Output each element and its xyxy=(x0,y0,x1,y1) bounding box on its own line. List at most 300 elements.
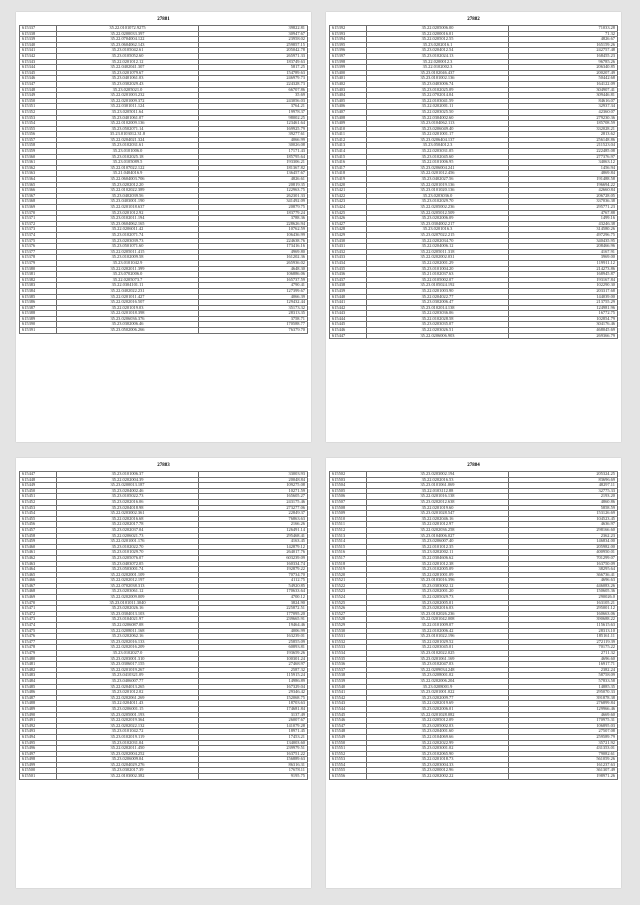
amount-cell: 71.32 xyxy=(508,31,617,37)
account-code-cell: 35.22.0104069.66 xyxy=(367,734,508,740)
amount-cell: 165605.27 xyxy=(198,494,307,500)
account-code-cell: 35.23.0102019.119 xyxy=(57,734,198,740)
row-id-cell: 615409 xyxy=(330,121,367,127)
amount-cell: 152068.75 xyxy=(198,695,307,701)
row-id-cell: 615403 xyxy=(330,87,367,93)
row-id-cell: 615376 xyxy=(20,244,57,250)
row-id-cell: 615378 xyxy=(20,255,57,261)
account-code-cell: 35.23.0204018.98 xyxy=(57,505,198,511)
row-id-cell: 615342 xyxy=(20,53,57,59)
account-code-cell: 35.23.0105052.60 xyxy=(57,53,198,59)
amount-cell: 70734.70 xyxy=(198,572,307,578)
account-code-cell: 35.23.0102025.09 xyxy=(367,87,508,93)
amount-cell: 32937.34 xyxy=(508,104,617,110)
ledger-table xyxy=(19,471,308,780)
account-code-cell: 35.22.0704004.122 xyxy=(57,37,198,43)
page-27883 xyxy=(16,458,311,888)
account-code-cell: 35.23.0403006.74 xyxy=(367,81,508,87)
row-id-cell: 615472 xyxy=(20,611,57,617)
amount-cell: 1456.94 xyxy=(508,165,617,171)
account-code-cell: 35.22.0201029.52 xyxy=(367,639,508,645)
account-code-cell: 35.23.0101020.136 xyxy=(367,188,508,194)
row-id-cell: 615377 xyxy=(20,249,57,255)
row-id-cell: 615355 xyxy=(20,126,57,132)
amount-cell: 124981.96 xyxy=(508,305,617,311)
account-code-cell: 35.23.0201079.67 xyxy=(57,70,198,76)
row-id-cell: 615550 xyxy=(330,740,367,746)
account-code-cell: 35.23.0203036.0 xyxy=(367,193,508,199)
account-code-cell: 35.22.0103041.59 xyxy=(367,98,508,104)
row-id-cell: 615425 xyxy=(330,210,367,216)
account-code-cell: 35.23.0102031.04 xyxy=(57,740,198,746)
amount-cell: 4767.88 xyxy=(508,210,617,216)
amount-cell: 43246.38 xyxy=(508,221,617,227)
amount-cell: 5858.59 xyxy=(508,505,617,511)
account-code-cell: 35.23.0102024.13 xyxy=(367,53,508,59)
row-id-cell: 615551 xyxy=(330,746,367,752)
account-code-cell: 35.22.0202016.53 xyxy=(367,477,508,483)
account-code-cell: 35.22.0203002.361 xyxy=(57,511,198,517)
amount-cell: 66707.86 xyxy=(198,87,307,93)
amount-cell: 18703.63 xyxy=(198,701,307,707)
account-code-cell: 35.22.0202001.109 xyxy=(57,572,198,578)
account-code-cell: 35.22.0202001.11 xyxy=(367,104,508,110)
account-code-cell: 35.22.0202017.78 xyxy=(57,522,198,528)
account-code-cell: 35.22.0201003.90 xyxy=(367,288,508,294)
table-row xyxy=(330,333,618,339)
row-id-cell: 615363 xyxy=(20,171,57,177)
amount-cell: 256148.86 xyxy=(508,137,617,143)
row-id-cell: 615532 xyxy=(330,639,367,645)
amount-cell: 14986.89 xyxy=(198,678,307,684)
account-code-cell: 35.22.0206011.42 xyxy=(57,227,198,233)
row-id-cell: 615387 xyxy=(20,305,57,311)
amount-cell: 5817.25 xyxy=(198,65,307,71)
row-id-cell: 615440 xyxy=(330,294,367,300)
row-id-cell: 615415 xyxy=(330,154,367,160)
amount-cell: 134003.60 xyxy=(198,740,307,746)
amount-cell: 265936.02 xyxy=(198,260,307,266)
amount-cell: 16917.71 xyxy=(508,662,617,668)
account-code-cell: 35.23.0206404.137 xyxy=(367,137,508,143)
amount-cell: 228626.94 xyxy=(198,221,307,227)
account-code-cell: 35.23.0102014.138 xyxy=(367,305,508,311)
account-code-cell: 35.23.0201012.02 xyxy=(57,690,198,696)
account-code-cell: 35.22.0201018.73 xyxy=(367,757,508,763)
row-id-cell: 615502 xyxy=(330,472,367,478)
row-id-cell: 615410 xyxy=(330,126,367,132)
row-id-cell: 615399 xyxy=(330,65,367,71)
account-code-cell: 35.22.0202022.132 xyxy=(57,723,198,729)
row-id-cell: 615454 xyxy=(20,511,57,517)
amount-cell: 193659.26 xyxy=(198,651,307,657)
account-code-cell: 35.23.0304002.217 xyxy=(367,221,508,227)
row-id-cell: 615477 xyxy=(20,639,57,645)
row-id-cell: 615449 xyxy=(20,483,57,489)
account-code-cell: 35.22.0208011.168 xyxy=(57,628,198,634)
row-id-cell: 615423 xyxy=(330,199,367,205)
row-id-cell: 615500 xyxy=(20,768,57,774)
amount-cell: 4860.86 xyxy=(508,499,617,505)
amount-cell: 154789.63 xyxy=(198,70,307,76)
amount-cell: 100301.24 xyxy=(198,656,307,662)
row-id-cell: 615392 xyxy=(330,26,367,32)
amount-cell: 150605.36 xyxy=(508,589,617,595)
row-id-cell: 615455 xyxy=(20,516,57,522)
amount-cell: 28313.10 xyxy=(508,628,617,634)
account-code-cell: 35.23.0101042.9 xyxy=(57,260,198,266)
row-id-cell: 615463 xyxy=(20,561,57,567)
account-code-cell: 35.22.0202046.16 xyxy=(367,516,508,522)
row-id-cell: 615470 xyxy=(20,600,57,606)
account-code-cell: 35.22.0101012.35 xyxy=(367,544,508,550)
amount-cell: 246979.73 xyxy=(198,76,307,82)
amount-cell: 9195.75 xyxy=(198,774,307,780)
row-id-cell: 615386 xyxy=(20,300,57,306)
account-code-cell: 35.23.0604062.165 xyxy=(57,221,198,227)
table-row xyxy=(20,774,308,780)
account-code-cell: 35.23.0102026.236 xyxy=(367,611,508,617)
row-id-cell: 615473 xyxy=(20,617,57,623)
row-id-cell: 615524 xyxy=(330,595,367,601)
amount-cell: 3788.36 xyxy=(198,216,307,222)
row-id-cell: 615374 xyxy=(20,232,57,238)
account-code-cell: 35.22.0202019.364 xyxy=(57,718,198,724)
amount-cell: 39822.81 xyxy=(198,26,307,32)
row-id-cell: 615492 xyxy=(20,723,57,729)
account-code-cell: 35.22.0202022.99 xyxy=(367,740,508,746)
row-id-cell: 615353 xyxy=(20,115,57,121)
account-code-cell: 35.23.0702006.0 xyxy=(57,272,198,278)
account-code-cell: 35.22.0201001.17 xyxy=(367,132,508,138)
row-id-cell: 615429 xyxy=(330,232,367,238)
amount-cell: 259589.79 xyxy=(508,734,617,740)
row-id-cell: 615530 xyxy=(330,628,367,634)
row-id-cell: 615417 xyxy=(330,165,367,171)
row-id-cell: 615483 xyxy=(20,673,57,679)
amount-cell: 119911.12 xyxy=(508,260,617,266)
account-code-cell: 35.23.0401061.03 xyxy=(57,76,198,82)
account-code-cell: 35.22.0202009.009 xyxy=(57,595,198,601)
account-code-cell: 35.22.0201001.176 xyxy=(57,539,198,545)
account-code-cell: 35.23.0203002.194 xyxy=(367,472,508,478)
row-id-cell: 615361 xyxy=(20,160,57,166)
row-id-cell: 615495 xyxy=(20,740,57,746)
amount-cell: 174681.84 xyxy=(198,706,307,712)
row-id-cell: 615491 xyxy=(20,718,57,724)
row-id-cell: 615438 xyxy=(330,283,367,289)
account-code-cell: 35.22.0201019.03 xyxy=(57,305,198,311)
amount-cell: 163105.21 xyxy=(508,600,617,606)
amount-cell: 17678.11 xyxy=(198,768,307,774)
amount-cell: 295468.41 xyxy=(198,533,307,539)
account-code-cell: 35.23.0306017.155 xyxy=(57,662,198,668)
account-code-cell: 35.22.0105002.07 xyxy=(367,277,508,283)
row-id-cell: 615522 xyxy=(330,583,367,589)
account-code-cell: 35.23.0201001.022 xyxy=(367,690,508,696)
row-id-cell: 615443 xyxy=(330,311,367,317)
row-id-cell: 615357 xyxy=(20,137,57,143)
row-id-cell: 615421 xyxy=(330,188,367,194)
row-id-cell: 615498 xyxy=(20,757,57,763)
row-id-cell: 615442 xyxy=(330,305,367,311)
page-27882 xyxy=(326,12,621,442)
row-id-cell: 615486 xyxy=(20,690,57,696)
amount-cell: 168455.23 xyxy=(508,53,617,59)
amount-cell: 206340.85 xyxy=(508,65,617,71)
row-id-cell: 615418 xyxy=(330,171,367,177)
amount-cell: 84616.07 xyxy=(508,98,617,104)
account-code-cell: 35.22.0201019.60 xyxy=(367,505,508,511)
account-code-cell: 35.23.0502071.14 xyxy=(57,126,198,132)
account-code-cell: 35.23.0204002.46 xyxy=(57,488,198,494)
amount-cell: 106436.99 xyxy=(198,232,307,238)
amount-cell: 19464.46 xyxy=(198,623,307,629)
row-id-cell: 615546 xyxy=(330,718,367,724)
amount-cell: 79082.61 xyxy=(508,751,617,757)
account-code-cell: 35.23.0202009.77 xyxy=(367,695,508,701)
account-code-cell: 35.22.0202016.68 xyxy=(57,516,198,522)
row-id-cell: 615513 xyxy=(330,533,367,539)
amount-cell: 126491.14 xyxy=(198,527,307,533)
row-id-cell: 615388 xyxy=(20,311,57,317)
account-code-cell: 35.23.0202006.01 xyxy=(367,706,508,712)
account-code-cell: 35.22.0205011.318 xyxy=(367,249,508,255)
account-code-cell: 35.23.0204001.60 xyxy=(367,729,508,735)
row-id-cell: 615503 xyxy=(330,477,367,483)
row-id-cell: 615391 xyxy=(20,328,57,334)
row-id-cell: 615542 xyxy=(330,695,367,701)
amount-cell: 60893.81 xyxy=(198,645,307,651)
account-code-cell: 35.23.0102022.70 xyxy=(57,544,198,550)
amount-cell: 366736.41 xyxy=(508,572,617,578)
amount-cell: 290026.0 xyxy=(508,595,617,601)
row-id-cell: 615467 xyxy=(20,583,57,589)
account-code-cell: 35.23.0103016.396 xyxy=(367,578,508,584)
row-id-cell: 615488 xyxy=(20,701,57,707)
account-code-cell: 35.23.0206009.04 xyxy=(57,757,198,763)
amount-cell: 183779.24 xyxy=(198,210,307,216)
row-id-cell: 615481 xyxy=(20,662,57,668)
amount-cell: 129432.44 xyxy=(198,300,307,306)
account-code-cell: 35.22.0205012.09 xyxy=(367,718,508,724)
amount-cell: 4648.30 xyxy=(198,266,307,272)
amount-cell: 200207.49 xyxy=(508,70,617,76)
row-id-cell: 615458 xyxy=(20,533,57,539)
row-id-cell: 615365 xyxy=(20,182,57,188)
row-id-cell: 615436 xyxy=(330,272,367,278)
row-id-cell: 615380 xyxy=(20,266,57,272)
row-id-cell: 615519 xyxy=(330,567,367,573)
account-code-cell: 35.23.0104021.97 xyxy=(57,617,198,623)
amount-cell: 27468.97 xyxy=(198,662,307,668)
amount-cell: 272119.39 xyxy=(508,639,617,645)
amount-cell: 129966.46 xyxy=(508,706,617,712)
amount-cell: 239665.91 xyxy=(198,617,307,623)
account-code-cell: 35.22.0203026.51 xyxy=(367,328,508,334)
amount-cell: 279230.36 xyxy=(508,115,617,121)
row-id-cell: 615344 xyxy=(20,65,57,71)
account-code-cell: 35.22.0202011.399 xyxy=(57,266,198,272)
amount-cell: 161202.36 xyxy=(198,255,307,261)
amount-cell: 98002.25 xyxy=(198,115,307,121)
amount-cell: 4167.91 xyxy=(508,249,617,255)
amount-cell: 33003.93 xyxy=(198,472,307,478)
row-id-cell: 615499 xyxy=(20,762,57,768)
amount-cell: 211523.04 xyxy=(508,143,617,149)
amount-cell: 181367.82 xyxy=(198,165,307,171)
row-id-cell: 615509 xyxy=(330,511,367,517)
account-code-cell: 35.22.0204021.324 xyxy=(57,137,198,143)
row-id-cell: 615356 xyxy=(20,132,57,138)
account-code-cell: 35.22.0402041.307 xyxy=(57,65,198,71)
row-id-cell: 615536 xyxy=(330,662,367,668)
row-id-cell: 615535 xyxy=(330,656,367,662)
account-code-cell: 35.22.0209034.248 xyxy=(367,667,508,673)
amount-cell: 225872.51 xyxy=(198,606,307,612)
account-code-cell: 35.23.0403001.190 xyxy=(57,199,198,205)
account-code-cell: 35.22.0206087.08 xyxy=(57,623,198,629)
row-id-cell: 615441 xyxy=(330,300,367,306)
account-code-cell: 35.23.0205021.0 xyxy=(57,87,198,93)
amount-cell: 20879.75 xyxy=(198,205,307,211)
row-id-cell: 615487 xyxy=(20,695,57,701)
row-id-cell: 615368 xyxy=(20,199,57,205)
account-code-cell: 35.22.0101009.07 xyxy=(367,623,508,629)
amount-cell: 304176.46 xyxy=(508,322,617,328)
amount-cell: 10762.59 xyxy=(198,227,307,233)
amount-cell: 446083.26 xyxy=(508,583,617,589)
amount-cell: 603239.09 xyxy=(198,555,307,561)
amount-cell: 170633.64 xyxy=(198,589,307,595)
amount-cell: 2362.23 xyxy=(508,533,617,539)
account-code-cell: 35.23.0105089.5 xyxy=(57,160,198,166)
row-id-cell: 615533 xyxy=(330,645,367,651)
account-code-cell: 35.23.0203001.310 xyxy=(57,656,198,662)
row-id-cell: 615369 xyxy=(20,205,57,211)
amount-cell: 198971.26 xyxy=(508,774,617,780)
amount-cell: 203317.68 xyxy=(508,288,617,294)
row-id-cell: 615451 xyxy=(20,494,57,500)
row-id-cell: 615494 xyxy=(20,734,57,740)
account-code-cell: 35.22.0200012.3 xyxy=(367,59,508,65)
row-id-cell: 615371 xyxy=(20,216,57,222)
account-code-cell: 35.22.0205012.55 xyxy=(367,37,508,43)
amount-cell: 298166.60 xyxy=(508,527,617,533)
amount-cell: 42660.84 xyxy=(508,188,617,194)
amount-cell: 273277.06 xyxy=(198,505,307,511)
row-id-cell: 615345 xyxy=(20,70,57,76)
row-id-cell: 615464 xyxy=(20,567,57,573)
account-code-cell: 35.23.0206036.376 xyxy=(57,316,198,322)
account-code-cell: 35.23.0204012.54 xyxy=(367,48,508,54)
amount-cell: 337036.38 xyxy=(508,199,617,205)
row-id-cell: 615505 xyxy=(330,488,367,494)
amount-cell: 4636.97 xyxy=(508,522,617,528)
amount-cell: 205042.78 xyxy=(198,48,307,54)
account-code-cell: 35.23.0202016.133 xyxy=(57,639,198,645)
row-id-cell: 615381 xyxy=(20,272,57,278)
row-id-cell: 615375 xyxy=(20,238,57,244)
row-id-cell: 615497 xyxy=(20,751,57,757)
amount-cell: 3764.21 xyxy=(198,104,307,110)
account-code-cell: 35.22.0201012.38 xyxy=(367,561,508,567)
row-id-cell: 615547 xyxy=(330,723,367,729)
amount-cell: 76379.70 xyxy=(198,328,307,334)
table-row xyxy=(20,328,308,334)
page-number-title: 27884 xyxy=(467,463,480,468)
account-code-cell: 35.23.0207022.215 xyxy=(367,232,508,238)
ledger-table xyxy=(19,25,308,334)
account-code-cell: 35.23.0206004.241 xyxy=(367,165,508,171)
account-code-cell: 35.22.0304002.60 xyxy=(367,115,508,121)
amount-cell: 222485.08 xyxy=(508,149,617,155)
row-id-cell: 615521 xyxy=(330,578,367,584)
row-id-cell: 615404 xyxy=(330,93,367,99)
account-code-cell: 35.23.0303002.12 xyxy=(367,583,508,589)
account-code-cell: 35.23.0403072.05 xyxy=(57,561,198,567)
amount-cell: 106895.03 xyxy=(508,723,617,729)
row-id-cell: 615480 xyxy=(20,656,57,662)
row-id-cell: 615507 xyxy=(330,499,367,505)
amount-cell: 214273.86 xyxy=(508,266,617,272)
account-code-cell: 35.23.0105022.73 xyxy=(57,494,198,500)
row-id-cell: 615352 xyxy=(20,109,57,115)
account-code-cell: 35.23.0101022.196 xyxy=(367,634,508,640)
amount-cell: 160334.74 xyxy=(198,561,307,567)
amount-cell: 309446.81 xyxy=(508,93,617,99)
account-code-cell: 35.22.0202001.29 xyxy=(367,260,508,266)
row-id-cell: 615543 xyxy=(330,701,367,707)
row-id-cell: 615553 xyxy=(330,757,367,763)
account-code-cell: 35.23.0200013.187 xyxy=(57,483,198,489)
amount-cell: 50442.68 xyxy=(508,76,617,82)
amount-cell: 106886.06 xyxy=(198,272,307,278)
account-code-cell: 35.22.0205011.415 xyxy=(57,249,198,255)
amount-cell: 42360.07 xyxy=(508,109,617,115)
row-id-cell: 615548 xyxy=(330,729,367,735)
row-id-cell: 615430 xyxy=(330,238,367,244)
row-id-cell: 615555 xyxy=(330,768,367,774)
account-code-cell: 35.22.0204011.43 xyxy=(57,701,198,707)
row-id-cell: 615397 xyxy=(330,53,367,59)
account-code-cell: 35.23.0102027.0 xyxy=(57,651,198,657)
account-code-cell: 35.22.0202002.031 xyxy=(367,255,508,261)
account-code-cell: 35.23.0205011.64 xyxy=(57,109,198,115)
row-id-cell: 615478 xyxy=(20,645,57,651)
amount-cell: 109275.08 xyxy=(198,483,307,489)
account-code-cell: 35.22.0201028.082 xyxy=(367,712,508,718)
row-id-cell: 615407 xyxy=(330,109,367,115)
amount-cell: 76863.63 xyxy=(198,516,307,522)
amount-cell: 170588.77 xyxy=(198,322,307,328)
amount-cell: 144039.00 xyxy=(508,294,617,300)
account-code-cell: 35.23.0203035.07 xyxy=(367,322,508,328)
account-code-cell: 35.23.0208001.02 xyxy=(367,673,508,679)
amount-cell: 20048.84 xyxy=(198,477,307,483)
row-id-cell: 615379 xyxy=(20,260,57,266)
row-id-cell: 615396 xyxy=(330,48,367,54)
row-id-cell: 615385 xyxy=(20,294,57,300)
account-code-cell: 35.22.0702014.04 xyxy=(367,93,508,99)
account-code-cell: 35.23.0205001.193 xyxy=(57,712,198,718)
row-id-cell: 615426 xyxy=(330,216,367,222)
page-number-title: 27882 xyxy=(467,17,480,22)
amount-cell: 276899.84 xyxy=(508,701,617,707)
amount-cell: 173416.16 xyxy=(198,244,307,250)
amount-cell: 3758.71 xyxy=(198,316,307,322)
amount-cell: 295001.12 xyxy=(508,606,617,612)
